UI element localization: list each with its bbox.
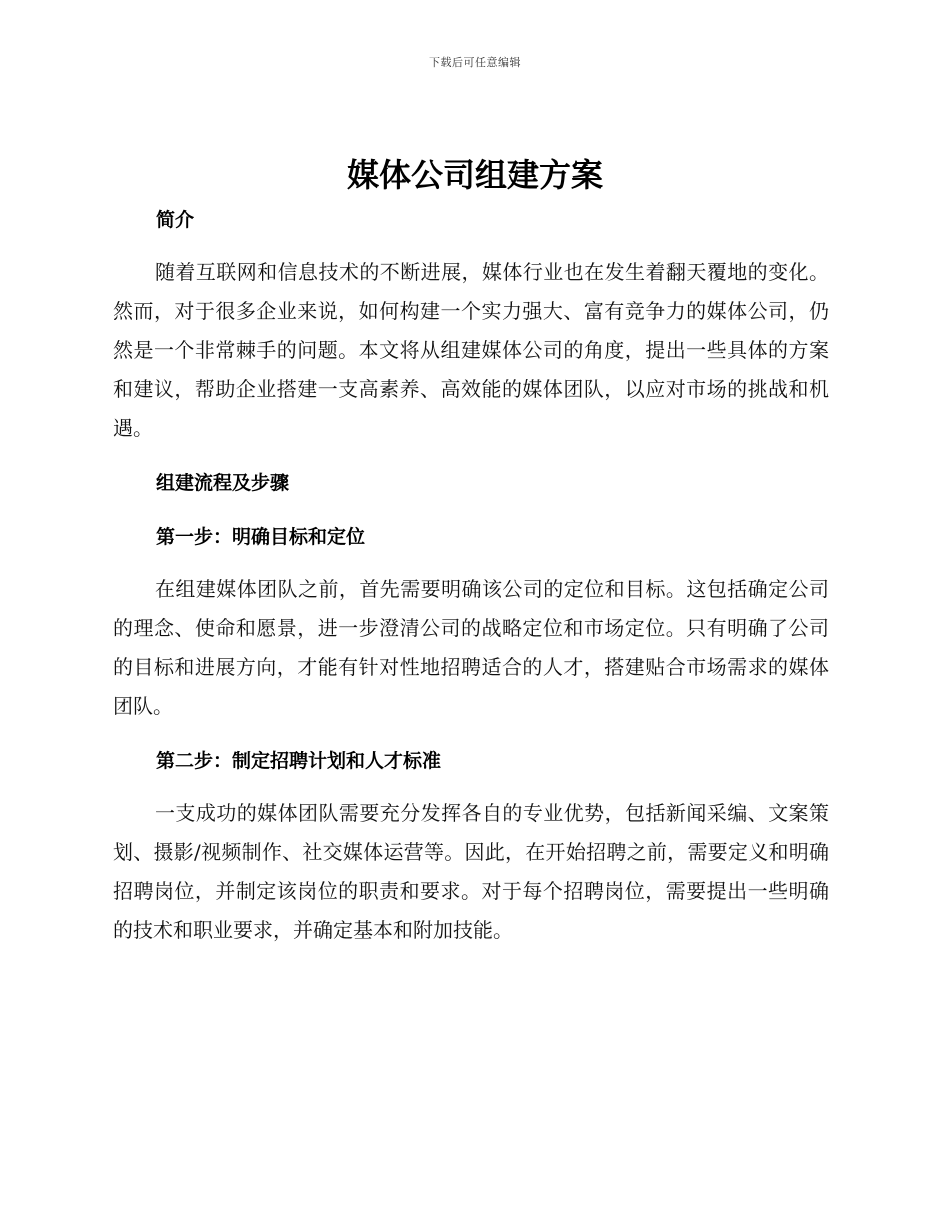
- header-note: 下载后可任意编辑: [429, 56, 521, 69]
- document-title: 媒体公司组建方案: [346, 156, 603, 194]
- document-body: [113, 203, 829, 950]
- intro-paragraph: 随着互联网和信息技术的不断进展，媒体行业也在发生着翻天覆地的变化。然而，对于很多企业来说，如何构建一个实力强大、富有竞争力的媒体公司，仍然是一个非常棘手的问题。本文将从组建媒体公司的角度，提出一些具体的方案和建议，帮助企业搭建一支高素养、高效能的媒体团队，以应对市场的挑战和机遇。: [113, 260, 829, 440]
- step1-paragraph: 在组建媒体团队之前，首先需要明确该公司的定位和目标。这包括确定公司的理念、使命和愿景，进一步澄清公司的战略定位和市场定位。只有明确了公司的目标和进展方向，才能有针对性地招聘适合的人才，搭建贴合市场需求的媒体团队。: [113, 577, 829, 718]
- process-heading: 组建流程及步骤: [156, 472, 290, 494]
- step2-heading: 第二步：制定招聘计划和人才标准: [156, 750, 442, 772]
- step1-heading: 第一步：明确目标和定位: [156, 526, 366, 548]
- step2-paragraph: 一支成功的媒体团队需要充分发挥各自的专业优势，包括新闻采编、文案策划、摄影/视频制作、社交媒体运营等。因此，在开始招聘之前，需要定义和明确招聘岗位，并制定该岗位的职责和要求。对于每个招聘岗位，需要提出一些明确的技术和职业要求，并确定基本和附加技能。: [113, 801, 829, 942]
- intro-heading: 简介: [156, 209, 195, 231]
